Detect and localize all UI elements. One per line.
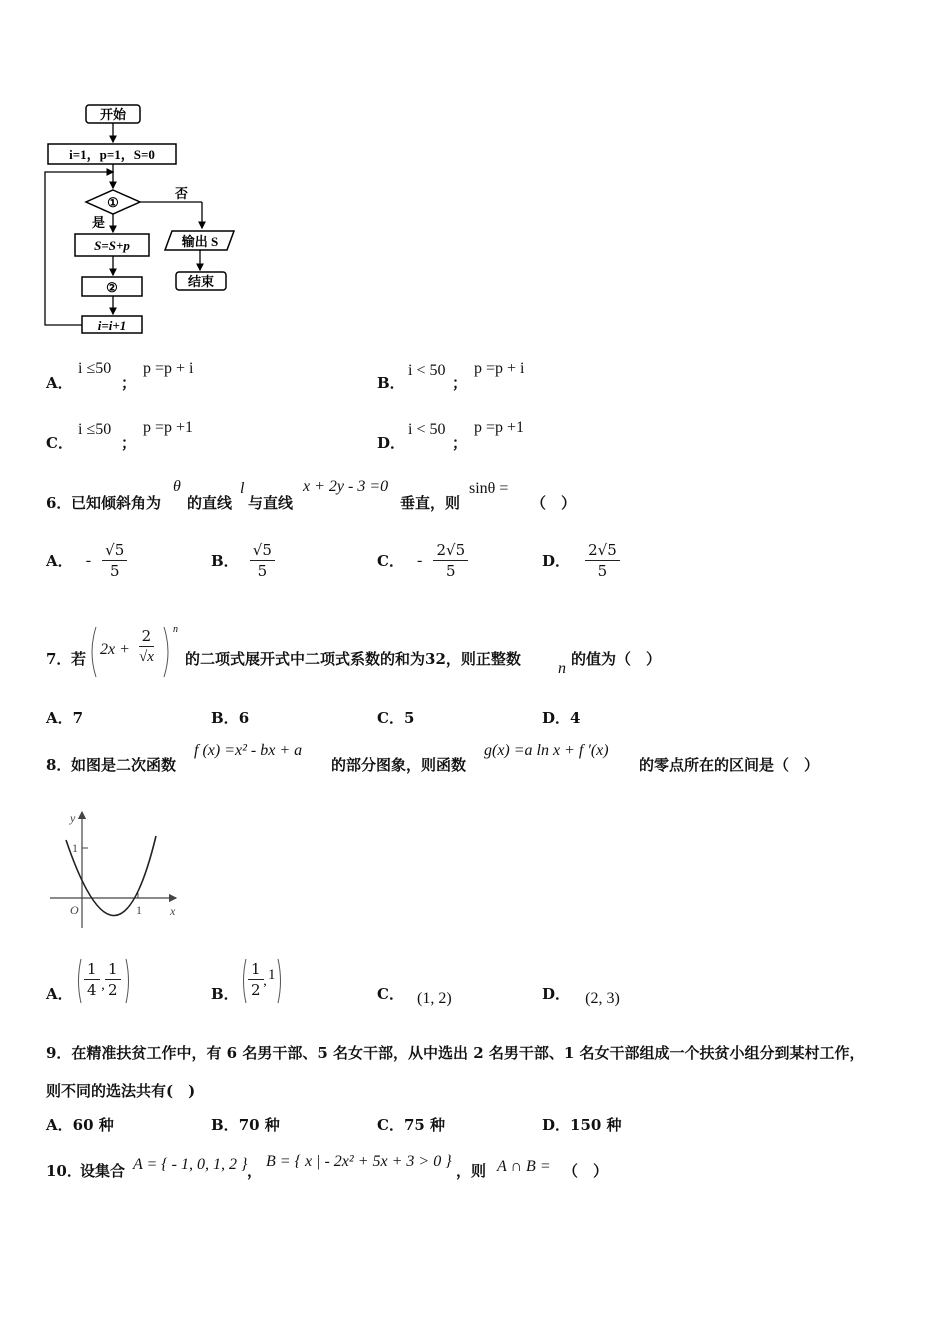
q5-option-a[interactable]: A． [46,374,73,392]
q5-option-d[interactable]: D． [377,434,406,452]
q6-option-d[interactable]: D． $\frac{2√5}{5}$ [542,540,620,581]
q6-option-c[interactable]: C． - $\frac{2√5}{5}$ [377,540,468,581]
flow-start-text: 开始 [99,107,127,122]
q9-option-c[interactable]: C．75 种 [377,1116,446,1134]
q6-text-5: （ ） [531,494,577,512]
q7-text-3: 的值为（ ） [571,650,662,668]
q10-number: 10． [46,1162,82,1180]
q8-option-c[interactable]: C． (1, 2) [377,985,452,1007]
q7-text-1: 若 [71,650,87,668]
q6-number: 6． [46,494,72,512]
q9-option-a[interactable]: A．60 种 [46,1116,114,1134]
q8-option-a[interactable]: A． , $\frac{1}{4}$ $\frac{1}{2}$ [46,957,146,1005]
q8-graph [48,808,182,933]
q7-option-b[interactable]: B．6 [211,709,250,727]
q5-option-b-expr: p =p + i [474,360,525,377]
q6-text-4: 垂直，则 [400,494,461,512]
q8-text-2: 的部分图象，则函数 [331,756,467,774]
q7-option-a[interactable]: A．7 [46,709,84,727]
flow-incr-text: i=i+1 [97,318,127,333]
parabola-curve [66,836,156,916]
q7-number: 7． [46,650,72,668]
q9-line-1: 9．在精准扶贫工作中，有 6 名男干部、5 名女干部，从中选出 2 名男干部、1 名女干部组成一个扶贫小组分到某村工作， [46,1044,865,1062]
q10-set-a: A = { - 1, 0, 1, 2 } [133,1156,248,1173]
q10-text-1: 设集合 [80,1162,126,1180]
q6-text-1: 已知倾斜角为 [71,494,162,512]
q8-option-b[interactable]: B． , $\frac{1}{2}$ 1 [211,957,301,1005]
q9-option-d[interactable]: D．150 种 [542,1116,622,1134]
q6-option-b[interactable]: B． $\frac{√5}{5}$ [211,540,275,581]
q5-sep: ； [452,434,468,452]
q7-option-d[interactable]: D．4 [542,709,581,727]
q7-text-2: 的二项式展开式中二项式系数的和为32，则正整数 [185,650,521,668]
q5-option-d-cond: i < 50 [408,421,446,438]
q6-text-2: 的直线 [187,494,233,512]
svg-text:,: , [263,974,267,989]
flow-yes-label: 是 [92,215,106,230]
q8-option-d[interactable]: D． (2, 3) [542,985,620,1007]
q8-text-1: 如图是二次函数 [71,756,177,774]
q6-option-a[interactable]: A． - $\frac{√5}{5}$ [46,540,127,581]
q10-set-b: B = { x | - 2x² + 5x + 3 > 0 } [266,1153,452,1170]
graph-y-label: y [70,811,76,825]
q5-option-a-cond: i ≤50 [78,360,112,377]
flow-init-text: i=1，p=1，S=0 [69,147,155,162]
q5-option-c-cond: i ≤50 [78,421,112,438]
q5-sep: ； [452,374,468,392]
flow-cond-text: ① [107,195,119,210]
flow-output-text: 输出 S [181,234,219,249]
q5-sep: ； [121,374,137,392]
q9-option-b[interactable]: B．70 种 [211,1116,280,1134]
q5-option-c-expr: p =p +1 [143,419,194,436]
flow-end-text: 结束 [187,274,215,289]
flow-no-label: 否 [175,186,189,201]
q10-intersection: A ∩ B = [497,1158,551,1175]
q8-number: 8． [46,756,72,774]
q10-comma: ， [247,1162,263,1180]
q5-sep: ； [121,434,137,452]
graph-origin-label: O [70,903,79,917]
q10-text-2: ，则 [456,1162,487,1180]
q6-theta: θ [173,478,181,495]
flow-step2-text: ② [106,280,118,295]
q8-text-3: 的零点所在的区间是（ ） [639,756,820,774]
q9-line-2: 则不同的选法共有( ) [46,1082,196,1100]
flowchart [40,100,250,345]
q6-text-3: 与直线 [248,494,294,512]
q8-f-expr: f (x) =x² - bx + a [194,742,303,759]
q5-option-a-expr: p =p + i [143,360,194,377]
svg-text:,: , [101,978,105,993]
flow-sum-text: S=S+p [94,238,130,253]
q7-option-c[interactable]: C．5 [377,709,415,727]
graph-one-x: 1 [136,903,142,917]
q6-sin: sinθ = [469,480,509,497]
q5-option-d-expr: p =p +1 [474,419,525,436]
q5-option-b[interactable]: B． [377,374,405,392]
q5-option-c[interactable]: C． [46,434,73,452]
q10-text-3: （ ） [563,1162,609,1180]
q7-n: n [558,660,566,677]
graph-one-y: 1 [72,841,78,855]
graph-x-label: x [170,904,176,918]
q6-line-eq: x + 2y - 3 =0 [303,478,389,495]
q6-l: l [240,480,245,497]
q8-g-expr: g(x) =a ln x + f ′(x) [484,742,609,759]
q5-option-b-cond: i < 50 [408,362,446,379]
